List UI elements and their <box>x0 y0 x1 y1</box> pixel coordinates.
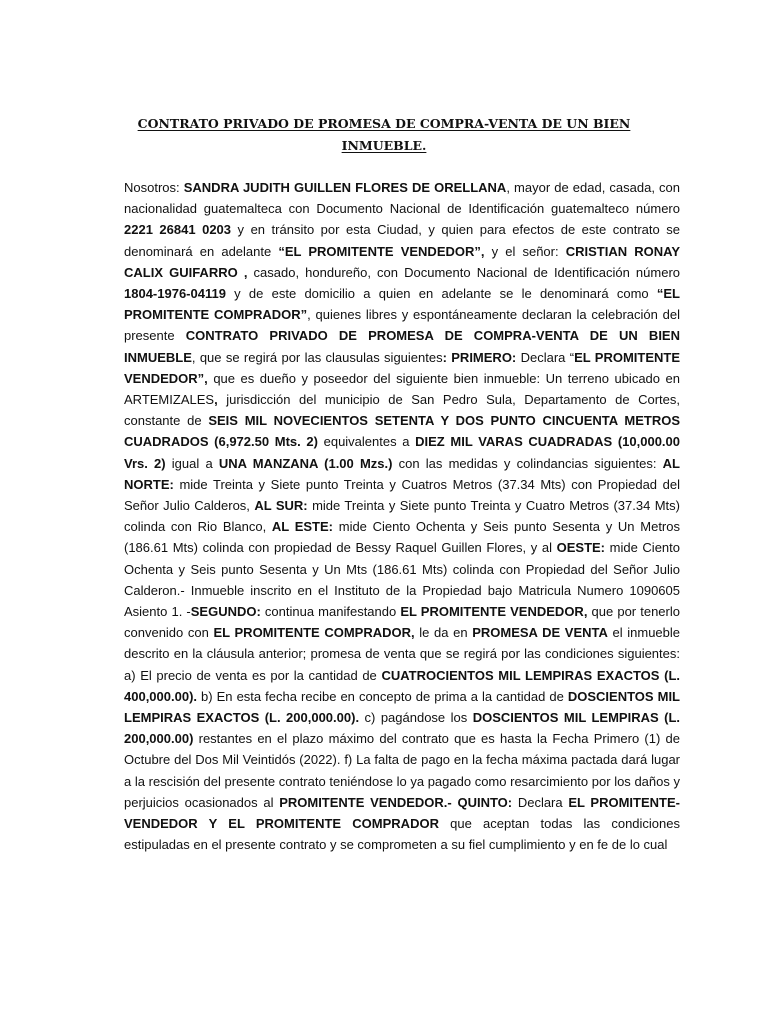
text-segment: que por tenerlo convenido con <box>124 604 680 641</box>
text-segment: mide Ciento Ochenta y Seis punto Sesenta y Un Metros (186.61 Mts) colinda con propiedad de Bessy Raquel Guillen Flores, y al <box>124 519 680 556</box>
bold-text-segment: CUATROCIENTOS MIL LEMPIRAS EXACTOS (L. 400,000.00). <box>124 667 680 704</box>
text-segment: que aceptan todas las condiciones estipuladas en el presente contrato y se comprometen a su fiel cumplimiento y en fe de lo cual <box>124 816 680 853</box>
text-segment: Declara “ <box>516 349 575 365</box>
bold-text-segment: CRISTIAN RONAY CALIX GUIFARRO , <box>124 243 680 280</box>
bold-text-segment: “EL PROMITENTE COMPRADOR” <box>124 286 680 323</box>
bold-text-segment: AL ESTE: <box>271 519 334 535</box>
bold-text-segment: UNA MANZANA (1.00 Mzs.) <box>218 455 393 471</box>
bold-text-segment: : PRIMERO: <box>442 349 517 365</box>
bold-text-segment: EL PROMITENTE-VENDEDOR Y EL PROMITENTE COMPRADOR <box>124 794 680 832</box>
bold-text-segment: EL PROMITENTE COMPRADOR, <box>213 625 415 641</box>
text-segment: , que se regirá por las clausulas siguientes <box>191 349 443 365</box>
bold-text-segment: 1804-1976-04119 <box>124 286 226 302</box>
text-segment: Nosotros: <box>124 180 184 195</box>
bold-text-segment: EL PROMITENTE VENDEDOR”, <box>124 349 680 386</box>
contract-body <box>124 177 680 856</box>
bold-text-segment: OESTE: <box>556 540 606 556</box>
title-line-1: CONTRATO PRIVADO DE PROMESA DE COMPRA-VENTA DE UN BIEN <box>137 116 631 131</box>
bold-text-segment: PROMITENTE VENDEDOR.- QUINTO: <box>279 794 513 810</box>
bold-text-segment: “EL PROMITENTE VENDEDOR”, <box>278 243 485 259</box>
bold-text-segment: AL NORTE: <box>124 455 680 492</box>
text-segment: restantes en el plazo máximo del contrato que es hasta la Fecha Primero (1) de Octubre del Dos Mil Veintidós (2022). f) La falta de pago en la fecha máxima pactada dará lugar a la rescisión del presente contrato teniéndose lo ya pagado como resarcimiento por los daños y perjuicios ocasionados al <box>124 731 680 810</box>
text-segment: mide Treinta y Siete punto Treinta y Cuatros Metros (37.34 Mts) con Propiedad del Señor Julio Calderos, <box>124 476 680 514</box>
text-segment: y el señor: <box>484 243 566 259</box>
bold-text-segment: SEGUNDO: <box>190 604 261 620</box>
text-segment: y de este domicilio a quien en adelante se le denominará como <box>225 286 657 302</box>
text-segment: equivalentes a <box>317 434 416 450</box>
text-segment: casado, hondureño, con Documento Nacional de Identificación número <box>247 264 680 280</box>
text-segment: Declara <box>512 794 569 810</box>
title-line-2: INMUEBLE. <box>341 138 427 153</box>
bold-text-segment: SANDRA JUDITH GUILLEN FLORES DE ORELLANA <box>183 180 507 195</box>
document-title <box>100 113 668 157</box>
text-segment: el inmueble descrito en la cláusula anterior; promesa de venta que se regirá por las condiciones siguientes: a) El precio de venta es por la cantidad de <box>124 625 681 683</box>
bold-text-segment: DIEZ MIL VARAS CUADRADAS (10,000.00 Vrs. 2) <box>124 434 680 471</box>
text-segment: mide Treinta y Siete punto Treinta y Cuatro Metros (37.34 Mts) colinda con Rio Blanco, <box>124 498 681 535</box>
text-segment: , mayor de edad, casada, con nacionalidad guatemalteca con Documento Nacional de Identificación guatemalteco número <box>124 180 680 217</box>
text-segment: , quienes libres y espontáneamente declaran la celebración del presente <box>124 307 681 344</box>
bold-text-segment: DOSCIENTOS MIL LEMPIRAS (L. 200,000.00) <box>124 710 681 747</box>
text-segment: y en tránsito por esta Ciudad, y quien para efectos de este contrato se denominará en adelante <box>124 222 680 259</box>
bold-text-segment: AL SUR: <box>254 498 308 514</box>
text-segment: jurisdicción del municipio de San Pedro Sula, Departamento de Cortes, constante de <box>124 392 680 429</box>
text-segment: igual a <box>165 455 219 471</box>
bold-text-segment: , <box>214 392 218 408</box>
text-segment: c) pagándose los <box>359 710 473 726</box>
text-segment: con las medidas y colindancias siguientes: <box>392 455 663 471</box>
bold-text-segment: CONTRATO PRIVADO DE PROMESA DE COMPRA-VENTA DE UN BIEN INMUEBLE <box>124 328 680 365</box>
bold-text-segment: EL PROMITENTE VENDEDOR, <box>400 604 588 620</box>
bold-text-segment: 2221 26841 0203 <box>124 222 232 238</box>
text-segment: le da en <box>414 625 473 641</box>
text-segment: mide Ciento Ochenta y Seis punto Sesenta y Un Mts (186.61 Mts) colinda con Propiedad del Señor Julio Calderon.- Inmueble inscrito en el Instituto de la Propiedad bajo Matricula Numero 1090605 Asiento 1. - <box>124 540 681 620</box>
bold-text-segment: DOSCIENTOS MIL LEMPIRAS EXACTOS (L. 200,000.00). <box>124 688 680 726</box>
text-segment: que es dueño y poseedor del siguiente bien inmueble: Un terreno ubicado en ARTEMIZALES <box>124 370 680 408</box>
bold-text-segment: PROMESA DE VENTA <box>472 625 608 641</box>
text-segment: b) En esta fecha recibe en concepto de prima a la cantidad de <box>197 688 568 704</box>
bold-text-segment: SEIS MIL NOVECIENTOS SETENTA Y DOS PUNTO CINCUENTA METROS CUADRADOS (6,972.50 Mts. 2) <box>124 413 680 450</box>
text-segment: continua manifestando <box>260 604 401 620</box>
